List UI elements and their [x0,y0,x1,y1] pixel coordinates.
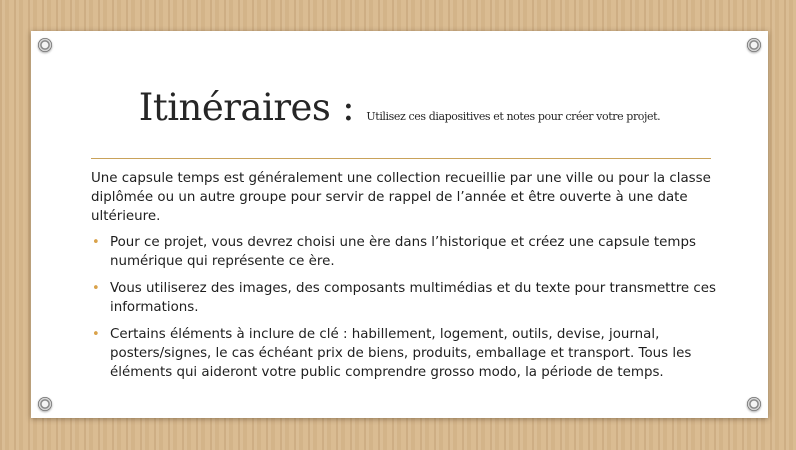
list-item [91,325,716,382]
title-separator: : [330,86,367,129]
bullet-icon: • [92,235,100,250]
list-item [91,279,716,317]
intro-paragraph: Une capsule temps est généralement une collection recueillie par une ville ou pour la classe diplômée ou un autre groupe pour servir de rappel de l’année et être ouverte à une date ultérieure. [91,171,711,224]
grommet-icon [38,38,52,52]
list-item-text: Vous utiliserez des images, des composants multimédias et du texte pour transmettre ces informations. [110,281,716,315]
grommet-icon [38,397,52,411]
grommet-icon [747,38,761,52]
slide-card [31,31,768,418]
slide-body [91,169,716,390]
bullet-icon: • [92,281,100,296]
title-subtitle: Utilisez ces diapositives et notes pour créer votre projet. [366,110,661,123]
slide-title [31,86,768,129]
bullet-list [91,233,716,382]
grommet-icon [747,397,761,411]
list-item-text: Certains éléments à inclure de clé : habillement, logement, outils, devise, journal, posters/signes, le cas échéant prix de biens, produits, emballage et transport. Tous les éléments qui aideront votre public comprendre grosso modo, la période de temps. [110,327,692,380]
list-item [91,233,716,271]
title-text: Itinéraires [138,86,331,129]
list-item-text: Pour ce projet, vous devrez choisi une ère dans l’historique et créez une capsule temps numérique qui représente ce ère. [110,235,696,269]
bullet-icon: • [92,327,100,342]
title-divider [91,158,711,159]
